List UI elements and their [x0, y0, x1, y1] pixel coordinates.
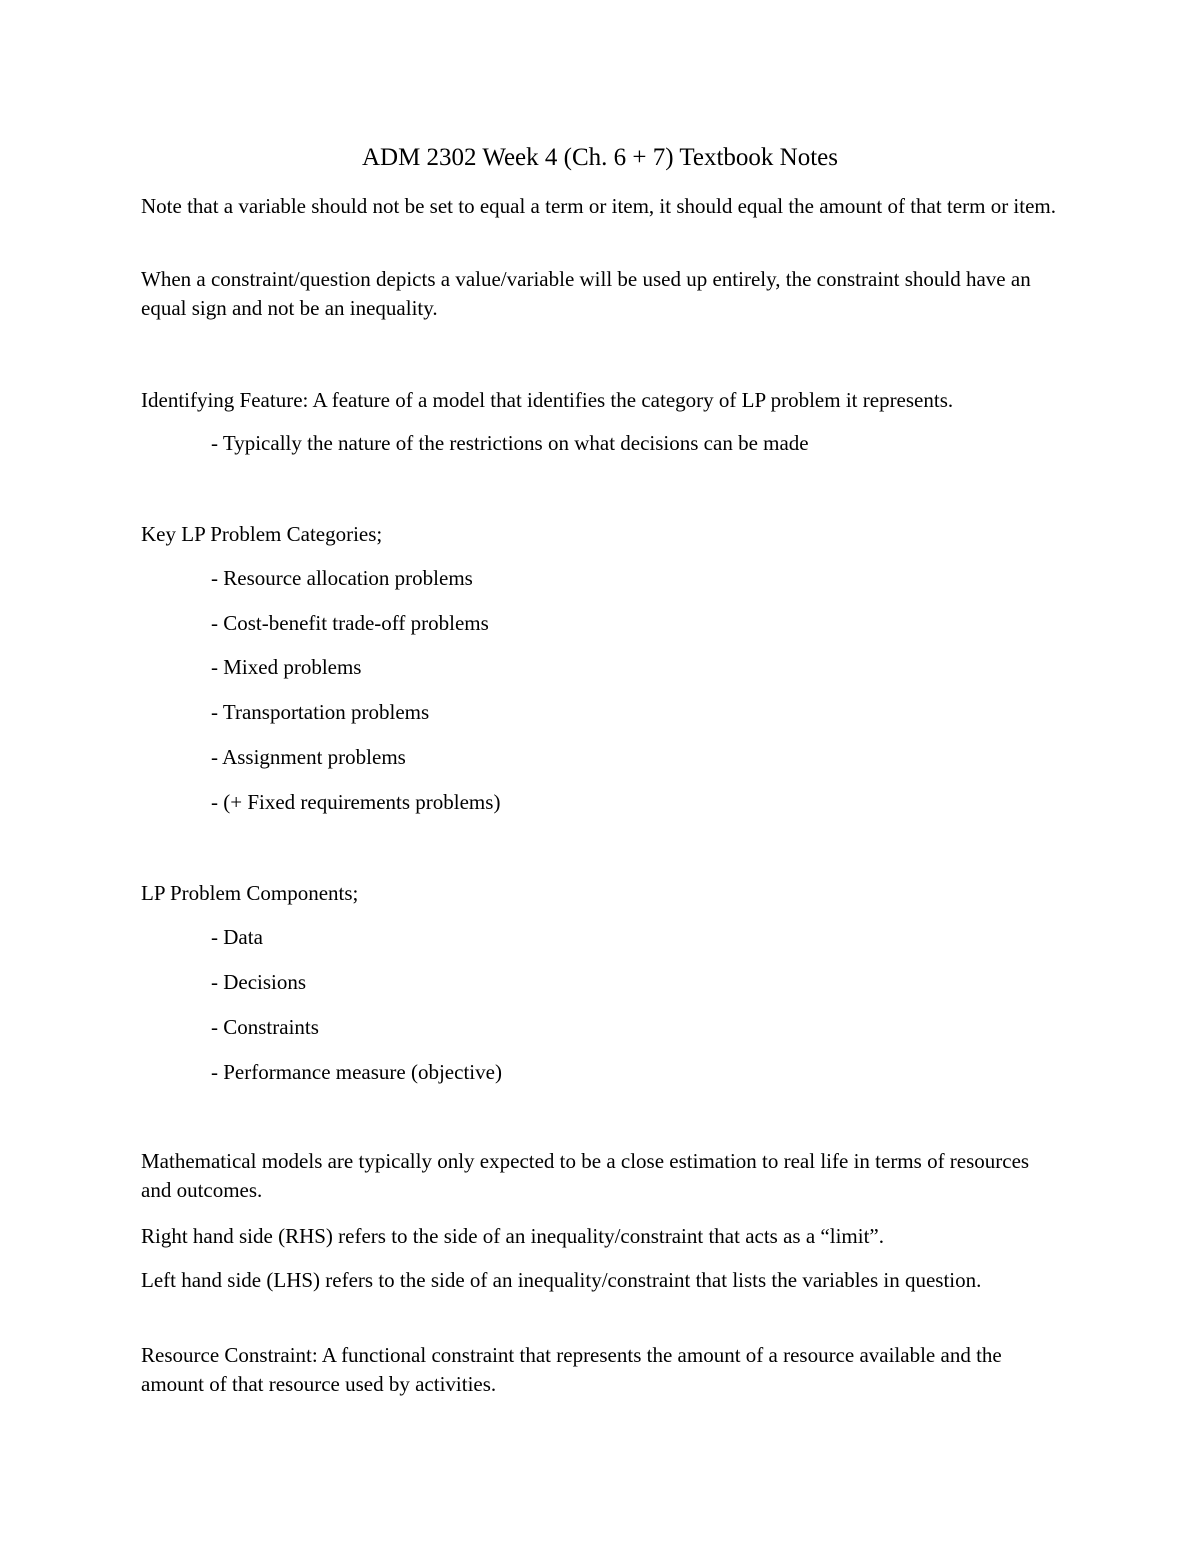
category-item: - Assignment problems: [211, 745, 406, 769]
rhs-paragraph: Right hand side (RHS) refers to the side of an inequality/constraint that acts as a “limit”.: [141, 1224, 884, 1248]
component-item: - Constraints: [211, 1015, 319, 1039]
identifying-feature-definition: Identifying Feature: A feature of a model that identifies the category of LP problem it represents.: [141, 388, 954, 412]
component-item: - Data: [211, 925, 263, 949]
component-item: - Performance measure (objective): [211, 1060, 502, 1084]
components-heading: LP Problem Components;: [141, 881, 359, 905]
resource-constraint-paragraph: Resource Constraint: A functional constraint that represents the amount of a resource available and the amount of that resource used by activities.: [141, 1343, 1002, 1396]
component-item: - Decisions: [211, 970, 307, 994]
document-title: ADM 2302 Week 4 (Ch. 6 + 7) Textbook Notes: [361, 144, 839, 171]
identifying-feature-note: - Typically the nature of the restrictions on what decisions can be made: [211, 431, 809, 455]
category-item: - Resource allocation problems: [211, 566, 473, 590]
note-constraint-paragraph: When a constraint/question depicts a value/variable will be used up entirely, the constraint should have an equal sign and not be an inequality.: [141, 267, 1031, 320]
note-variable-paragraph: Note that a variable should not be set to equal a term or item, it should equal the amount of that term or item.: [141, 194, 1057, 218]
category-item: - (+ Fixed requirements problems): [211, 790, 501, 814]
lhs-paragraph: Left hand side (LHS) refers to the side of an inequality/constraint that lists the variables in question.: [141, 1268, 982, 1292]
category-item: - Cost-benefit trade-off problems: [211, 611, 489, 635]
mathematical-models-paragraph: Mathematical models are typically only expected to be a close estimation to real life in terms of resources and outcomes.: [141, 1149, 1030, 1202]
category-item: - Transportation problems: [211, 700, 430, 724]
category-item: - Mixed problems: [211, 655, 362, 679]
categories-heading: Key LP Problem Categories;: [141, 522, 383, 546]
